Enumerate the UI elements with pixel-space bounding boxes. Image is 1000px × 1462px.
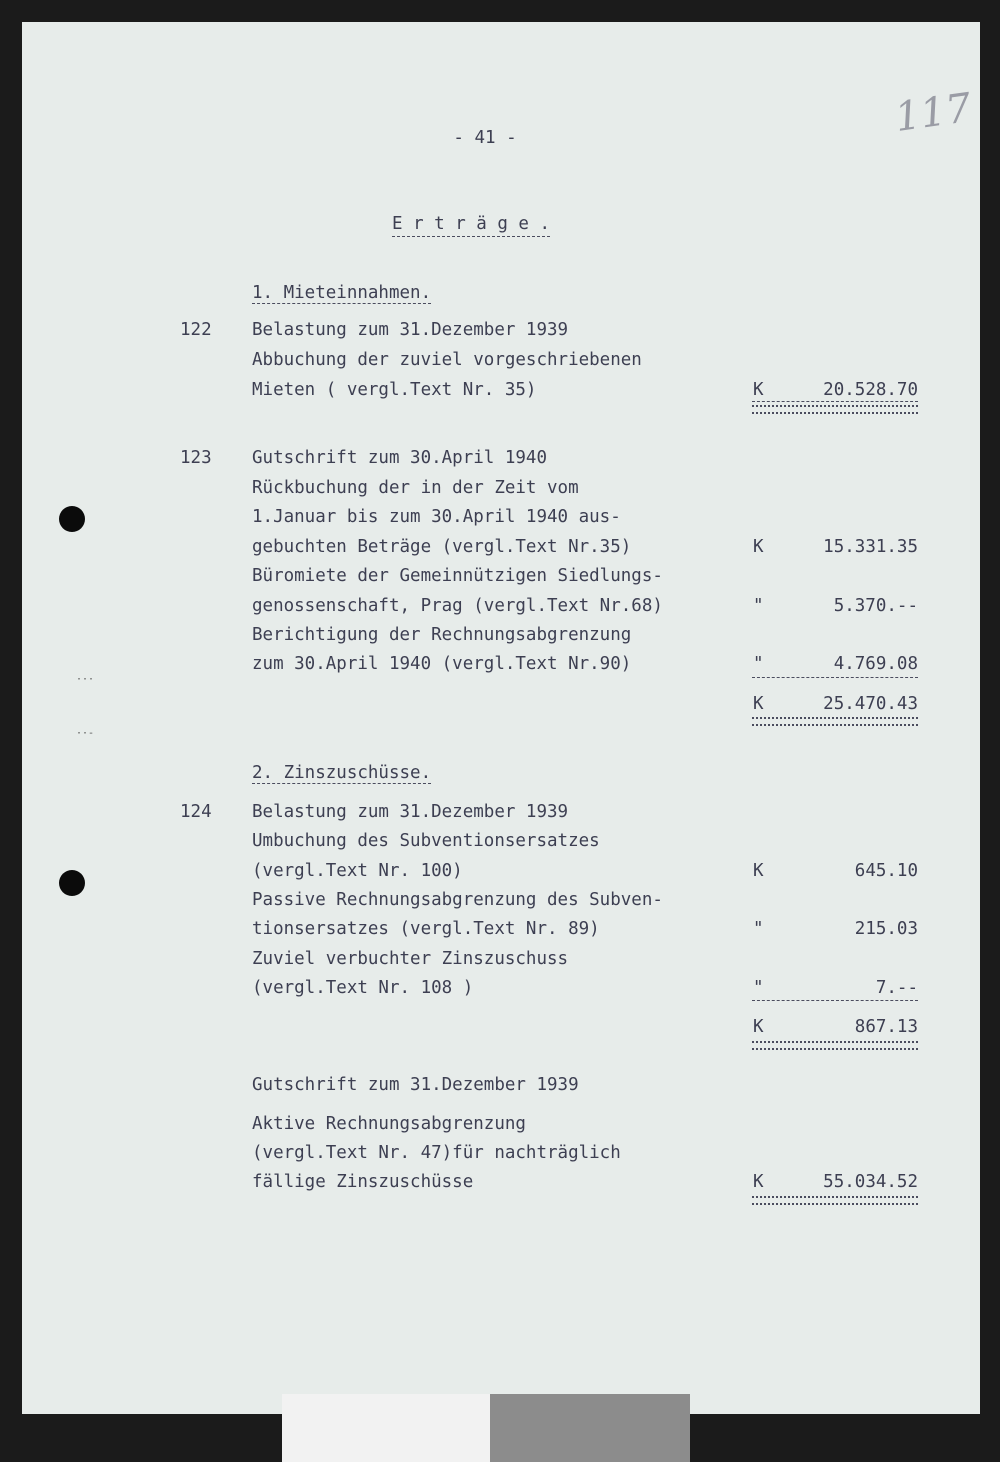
entry-line: Belastung zum 31.Dezember 1939	[252, 802, 569, 822]
amount: 215.03	[854, 919, 918, 939]
amount: 7.--	[875, 978, 918, 998]
entry-line: Aktive Rechnungsabgrenzung	[252, 1114, 526, 1134]
amount: 5.370.--	[833, 596, 918, 616]
margin-mark: ··-	[76, 728, 95, 739]
entry-line: (vergl.Text Nr. 108 )	[252, 978, 474, 998]
entry-line: 1.Januar bis zum 30.April 1940 aus-	[252, 507, 621, 527]
amount: 55.034.52	[823, 1172, 918, 1192]
amount: 20.528.70	[823, 380, 918, 400]
entry-number: 124	[180, 802, 212, 822]
currency-mark: K	[753, 861, 764, 881]
punch-hole	[59, 870, 85, 896]
ditto-mark: "	[753, 919, 764, 939]
punch-hole	[59, 506, 85, 532]
handwritten-folio-number: 117	[892, 84, 975, 142]
amount-underline	[752, 401, 918, 402]
entry-line: fällige Zinszuschüsse	[252, 1172, 474, 1192]
amount: 15.331.35	[823, 537, 918, 557]
currency-mark: K	[753, 1017, 764, 1037]
double-rule	[752, 1196, 918, 1205]
entry-line: tionsersatzes (vergl.Text Nr. 89)	[252, 919, 600, 939]
entry-line: gebuchten Beträge (vergl.Text Nr.35)	[252, 537, 632, 557]
ditto-mark: "	[753, 654, 764, 674]
page-number: - 41 -	[453, 128, 517, 148]
section-title-mieteinnahmen: 1. Mieteinnahmen.	[252, 283, 432, 303]
double-rule	[752, 717, 918, 726]
currency-mark: K	[753, 694, 764, 714]
entry-line: genossenschaft, Prag (vergl.Text Nr.68)	[252, 596, 663, 616]
entry-line: Gutschrift zum 31.Dezember 1939	[252, 1075, 579, 1095]
entry-line: Umbuchung des Subventionsersatzes	[252, 831, 600, 851]
amount: 645.10	[854, 861, 918, 881]
entry-line: (vergl.Text Nr. 47)für nachträglich	[252, 1143, 621, 1163]
entry-line: Büromiete der Gemeinnützigen Siedlungs-	[252, 566, 663, 586]
double-rule	[752, 405, 918, 414]
section-title-zinszuschuesse: 2. Zinszuschüsse.	[252, 763, 432, 783]
margin-mark: ···	[76, 674, 95, 685]
entry-line: Passive Rechnungsabgrenzung des Subven-	[252, 890, 663, 910]
currency-mark: K	[753, 1172, 764, 1192]
entry-line: Zuviel verbuchter Zinszuschuss	[252, 949, 569, 969]
entry-line: Rückbuchung der in der Zeit vom	[252, 478, 579, 498]
ditto-mark: "	[753, 978, 764, 998]
total-amount: 867.13	[854, 1017, 918, 1037]
entry-line: Berichtigung der Rechnungsabgrenzung	[252, 625, 632, 645]
color-card-white	[282, 1394, 490, 1462]
double-rule	[752, 1041, 918, 1050]
entry-line: Gutschrift zum 30.April 1940	[252, 448, 548, 468]
total-amount: 25.470.43	[823, 694, 918, 714]
entry-number: 123	[180, 448, 212, 468]
entry-line: (vergl.Text Nr. 100)	[252, 861, 463, 881]
entry-number: 122	[180, 320, 212, 340]
currency-mark: K	[753, 537, 764, 557]
entry-line: zum 30.April 1940 (vergl.Text Nr.90)	[252, 654, 632, 674]
amount: 4.769.08	[833, 654, 918, 674]
entry-line: Abbuchung der zuviel vorgeschriebenen	[252, 350, 642, 370]
color-card-gray	[490, 1394, 690, 1462]
entry-line: Belastung zum 31.Dezember 1939	[252, 320, 569, 340]
ditto-mark: "	[753, 596, 764, 616]
currency-mark: K	[753, 380, 764, 400]
sum-line	[752, 1000, 918, 1001]
entry-line: Mieten ( vergl.Text Nr. 35)	[252, 380, 537, 400]
heading-ertraege: E r t r ä g e .	[392, 214, 550, 237]
sum-line	[752, 677, 918, 678]
